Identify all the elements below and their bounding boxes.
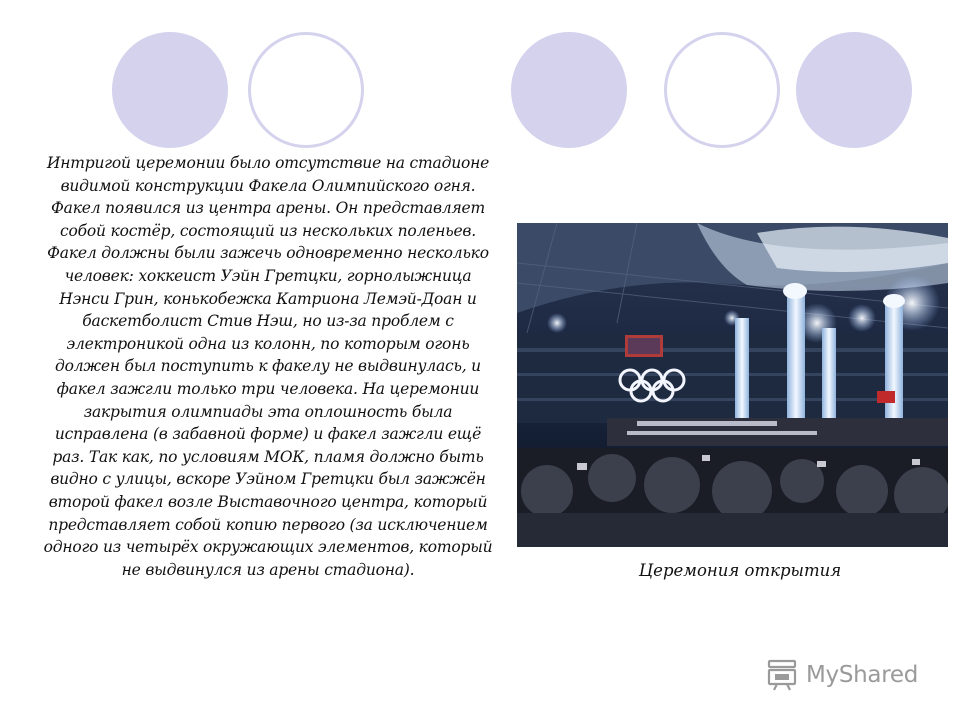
myshared-brand-text: MyShared — [806, 662, 919, 688]
decorative-circle-2 — [248, 32, 364, 148]
myshared-watermark — [766, 658, 918, 692]
photo-caption: Церемония открытия — [638, 561, 842, 580]
myshared-logo-icon — [766, 659, 800, 691]
slide-body-text: Интригой церемонии было отсутствие на стадионе видимой конструкции Факела Олимпийского огня. Факел появился из центра арены. Он представляет собой костёр, состоящий из нескольких поленьев. Факел должны были зажечь одновременно несколько человек: хоккеист Уэйн Гретцки, горнолыжница Нэнси Грин, конькобежка Катриона Лемэй-Доан и баскетболист Стив Нэш, но из-за проблем с электроникой одна из колонн, по которым огонь должен был поступить к факелу не выдвинулась, и факел зажгли только три человека. На церемонии закрытия олимпиады эта оплошность была исправлена (в забавной форме) и факел зажгли ещё раз. Так как, по условиям МОК, пламя должно быть видно с улицы, вскоре Уэйном Гретцки был зажжён второй факел возле Выставочного центра, который представляет собой копию первого (за исключением одного из четырёх окружающих элементов, который не выдвинулся из арены стадиона). — [43, 154, 493, 579]
decorative-circle-5 — [796, 32, 912, 148]
decorative-circle-3 — [511, 32, 627, 148]
decorative-circle-1 — [112, 32, 228, 148]
ceremony-photo — [517, 223, 948, 547]
decorative-circle-4 — [664, 32, 780, 148]
